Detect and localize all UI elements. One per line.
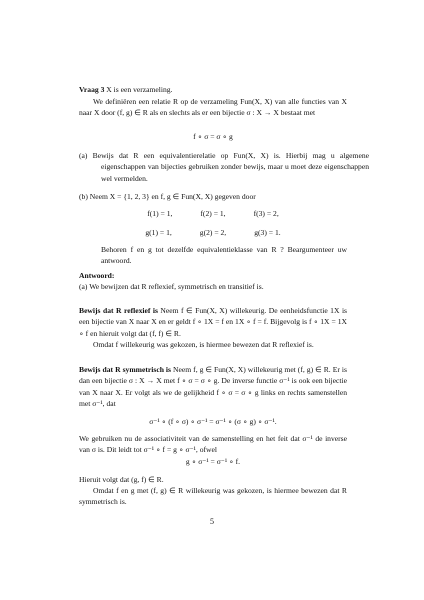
question-title: Vraag 3 — [79, 85, 105, 94]
symmetric-heading: Bewijs dat R symmetrisch is — [79, 365, 171, 374]
reflexive-heading: Bewijs dat R reflexief is — [79, 306, 158, 315]
symmetric-conclusion: Hieruit volgt dat (g, f) ∈ R. — [79, 475, 164, 484]
g-value: g(3) = 1. — [254, 228, 281, 237]
f-value: f(2) = 1, — [200, 209, 226, 218]
reflexive-body: Neem f ∈ Fun(X, X) willekeurig. De eenheidsfunctie 1X is een bijectie van X naar X en er geldt f ∘ 1X = f en 1X ∘ f = f. Bijgevolg is f ∘ 1X = 1X ∘ f en hieruit volgt dat (f, f) ∈ R. — [79, 306, 348, 338]
symmetric-end: Omdat f en g met (f, g) ∈ R willekeurig was gekozen, is hiermee bewezen dat R symmetrisch is. — [79, 486, 347, 507]
page-number: 5 — [210, 517, 214, 526]
g-values-row — [79, 227, 347, 238]
definition-paragraph: We definiëren een relatie R op de verzameling Fun(X, X) van alle functies van X naar X door (f, g) ∈ R als en slechts als er een bijectie σ : X → X bestaat met — [79, 97, 347, 118]
symmetric-equation-1: σ⁻¹ ∘ (f ∘ σ) ∘ σ⁻¹ = σ⁻¹ ∘ (σ ∘ g) ∘ σ⁻¹. — [149, 417, 277, 426]
question-intro-text: X is een verzameling. — [106, 85, 173, 94]
reflexive-proof — [79, 305, 347, 339]
reflexive-conclusion: Omdat f willekeurig was gekozen, is hiermee bewezen dat R reflexief is. — [93, 340, 314, 349]
answer-a-intro: (a) We bewijzen dat R reflexief, symmetrisch en transitief is. — [79, 282, 264, 291]
g-value: g(2) = 2, — [199, 228, 227, 237]
question-intro — [79, 84, 347, 95]
symmetric-body: Neem f, g ∈ Fun(X, X) willekeurig met (f, g) ∈ R. Er is dan een bijectie σ : X → X met f ∘ σ = σ ∘ g. De inverse functie σ⁻¹ is ook een bijectie van X naar X. Er volgt als we de gelijkheid f ∘ σ = σ ∘ g links en rechts samenstellen met σ⁻¹, dat — [79, 365, 347, 408]
f-value: f(3) = 2, — [253, 209, 279, 218]
part-b-question: Behoren f en g tot dezelfde equivalentieklasse van R ? Beargumenteer uw antwoord. — [101, 245, 347, 266]
symmetric-equation-2: g ∘ σ⁻¹ = σ⁻¹ ∘ f. — [185, 457, 241, 466]
definition-equation: f ∘ σ = σ ∘ g — [193, 132, 233, 141]
answer-title: Antwoord: — [79, 271, 115, 280]
symmetric-proof — [79, 364, 347, 409]
part-b: (b) Neem X = {1, 2, 3} en f, g ∈ Fun(X, X) gegeven door — [79, 192, 256, 201]
symmetric-middle: We gebruiken nu de associativiteit van de samenstelling en het feit dat σ⁻¹ de inverse van σ is. Dit leidt tot σ⁻¹ ∘ f = g ∘ σ⁻¹, ofwel — [79, 434, 347, 455]
g-value: g(1) = 1, — [145, 228, 172, 237]
f-values-row — [79, 208, 347, 219]
f-value: f(1) = 1, — [147, 209, 173, 218]
part-a: (a) Bewijs dat R een equivalentierelatie op Fun(X, X) is. Hierbij mag u algemene eigenschappen van bijecties gebruiken zonder bewijs, maar u moet deze eigenschappen wel vermelden. — [79, 151, 369, 183]
